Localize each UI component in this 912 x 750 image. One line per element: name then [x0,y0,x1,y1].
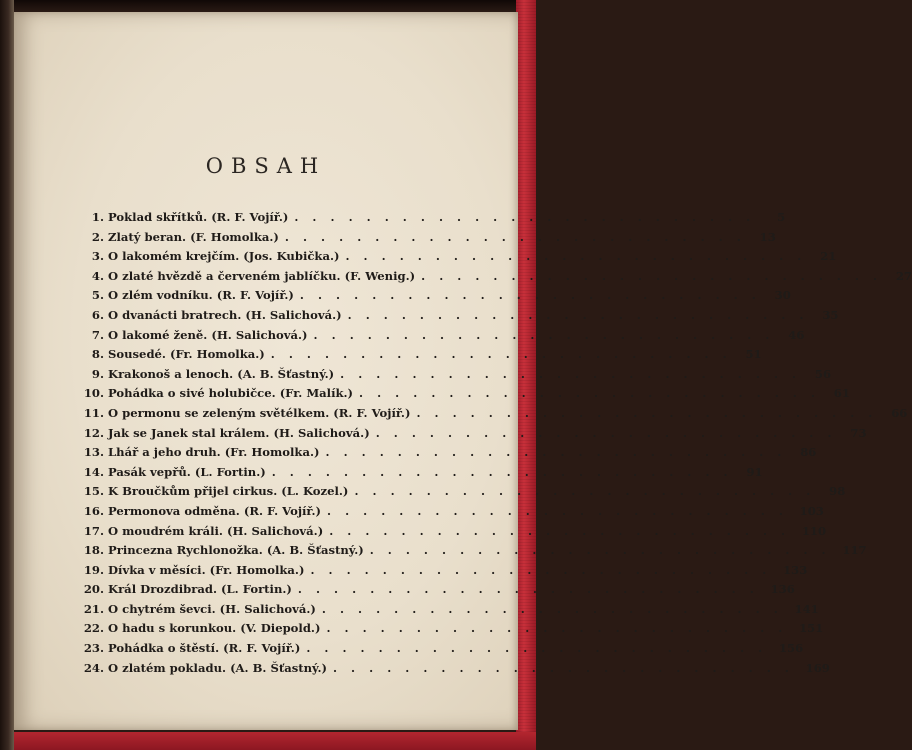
entry-number: 10. [83,386,104,401]
red-cover-bottom [14,732,536,750]
entry-number: 19. [83,562,104,577]
dot-leader [266,465,733,479]
toc-entry [80,405,908,426]
entry-number: 17. [83,523,104,538]
toc-entry [80,347,762,367]
dot-leader [410,406,877,420]
entry-page-number: 86 [800,445,817,460]
toc-entry [80,366,832,387]
entry-page-number: 66 [891,405,908,420]
entry-number: 3. [91,249,104,264]
entry-title: Král Drozdibrad. (L. Fortin.) [108,582,292,597]
entry-title: K Broučkům přijel cirkus. (L. Kozel.) [108,484,349,499]
entry-title: O dvanácti bratrech. (H. Salichová.) [108,307,342,322]
entry-number: 8. [91,347,104,362]
entry-number: 14. [83,464,104,479]
cover-left-edge [0,0,14,750]
dot-leader [342,308,809,322]
entry-number: 9. [91,366,104,381]
page-title: OBSAH [205,154,327,178]
entry-page-number: 27 [895,268,912,283]
toc-entry [80,523,827,544]
dot-leader [300,641,767,655]
entry-title: O zlém vodníku. (R. F. Vojíř.) [108,288,294,303]
entry-title: O permonu se zeleným světélkem. (R. F. Vojíř.) [108,405,411,420]
entry-title: Krakonoš a lenoch. (A. B. Šťastný.) [108,366,335,381]
entry-page-number: 61 [833,386,850,401]
dot-leader [320,445,787,459]
entry-page-number: 110 [801,523,827,538]
toc-entry [80,229,776,250]
table-of-contents [80,210,912,680]
entry-title: Pasák vepřů. (L. Fortin.) [108,464,266,479]
dot-leader [279,230,746,244]
entry-title: O moudrém králi. (H. Salichová.) [108,523,324,538]
entry-title: Princezna Rychlonožka. (A. B. Šťastný.) [108,543,364,558]
entry-number: 22. [83,621,104,636]
entry-page-number: 13 [759,229,776,244]
entry-page-number: 30 [774,288,791,303]
entry-page-number: 98 [829,484,846,499]
toc-entry [80,425,867,446]
entry-number: 21. [83,601,104,616]
dot-leader [308,328,775,342]
entry-page-number: 133 [783,562,808,577]
dot-leader [320,621,787,635]
entry-page-number: 169 [805,660,830,675]
dot-leader [353,386,820,400]
dot-leader [265,347,732,361]
entry-number: 1. [91,210,104,224]
toc-entry [80,386,850,406]
entry-page-number: 21 [820,249,837,264]
entry-page-number: 5 [777,210,786,224]
entry-title: Lhář a jeho druh. (Fr. Homolka.) [108,445,320,460]
entry-title: Dívka v měsíci. (Fr. Homolka.) [108,562,305,577]
entry-page-number: 91 [746,464,763,479]
toc-entry [80,582,795,602]
dot-leader [339,249,806,263]
entry-number: 16. [83,503,104,518]
entry-title: Jak se Janek stal králem. (H. Salichová.) [108,425,370,440]
dot-leader [415,269,882,283]
entry-number: 15. [83,484,104,499]
toc-entry [80,249,837,269]
entry-title: O lakomém krejčím. (Jos. Kubička.) [108,249,340,264]
entry-number: 2. [91,229,104,244]
entry-page-number: 46 [788,327,805,342]
entry-number: 4. [91,268,104,283]
entry-title: O zlatém pokladu. (A. B. Šťastný.) [108,660,327,675]
entry-page-number: 117 [842,543,867,558]
dot-leader [292,582,759,596]
entry-page-number: 35 [822,307,839,322]
toc-entry [80,621,824,641]
entry-number: 7. [91,327,104,342]
entry-title: Pohádka o štěstí. (R. F. Vojíř.) [108,641,301,656]
entry-page-number: 73 [850,425,867,440]
entry-title: Zlatý beran. (F. Homolka.) [108,229,279,244]
toc-entry [80,268,912,289]
dot-leader [348,484,815,498]
entry-number: 24. [83,660,104,675]
entry-title: O hadu s korunkou. (V. Diepold.) [108,621,321,636]
toc-entry [80,484,846,504]
dot-leader [334,367,801,381]
dot-leader [288,210,755,224]
toc-entry [80,210,786,230]
toc-entry [80,445,817,465]
dot-leader [321,504,788,518]
toc-entry [80,503,824,524]
toc-entry [80,562,808,583]
toc-entry [80,641,804,661]
entry-title: Pohádka o sivé holubičce. (Fr. Malík.) [108,386,354,401]
entry-number: 23. [83,641,104,656]
dot-leader [364,543,831,557]
entry-page-number: 156 [778,641,804,656]
toc-entry [80,327,805,348]
entry-title: O lakomé ženě. (H. Salichová.) [108,327,308,342]
entry-title: Permonova odměna. (R. F. Vojíř.) [108,503,321,518]
entry-title: Sousedé. (Fr. Homolka.) [108,347,265,362]
cover-top-edge [0,0,536,12]
entry-number: 20. [83,582,104,597]
dot-leader [304,563,771,577]
entry-number: 5. [91,288,104,303]
entry-title: O chytrém ševci. (H. Salichová.) [108,601,316,616]
entry-page-number: 141 [794,601,819,616]
dot-leader [294,288,761,302]
toc-entry [80,464,763,485]
book-page [14,12,912,730]
dot-leader [323,524,790,538]
entry-page-number: 151 [799,621,824,636]
toc-entry [80,307,839,328]
entry-number: 12. [83,425,104,440]
entry-page-number: 51 [745,347,762,362]
entry-page-number: 136 [770,582,795,597]
entry-number: 13. [83,445,104,460]
entry-title: Poklad skřítků. (R. F. Vojíř.) [108,210,289,224]
dot-leader [316,602,783,616]
toc-entry [80,601,819,622]
entry-page-number: 103 [799,503,824,518]
entry-page-number: 56 [814,366,832,381]
toc-entry [80,543,867,563]
entry-number: 6. [91,307,104,322]
entry-title: O zlaté hvězdě a červeném jablíčku. (F. Wenig.) [108,268,416,283]
toc-entry [80,660,830,681]
entry-number: 11. [83,405,104,420]
entry-number: 18. [83,543,104,558]
dot-leader [327,661,794,675]
dot-leader [370,426,837,440]
toc-entry [80,288,791,308]
